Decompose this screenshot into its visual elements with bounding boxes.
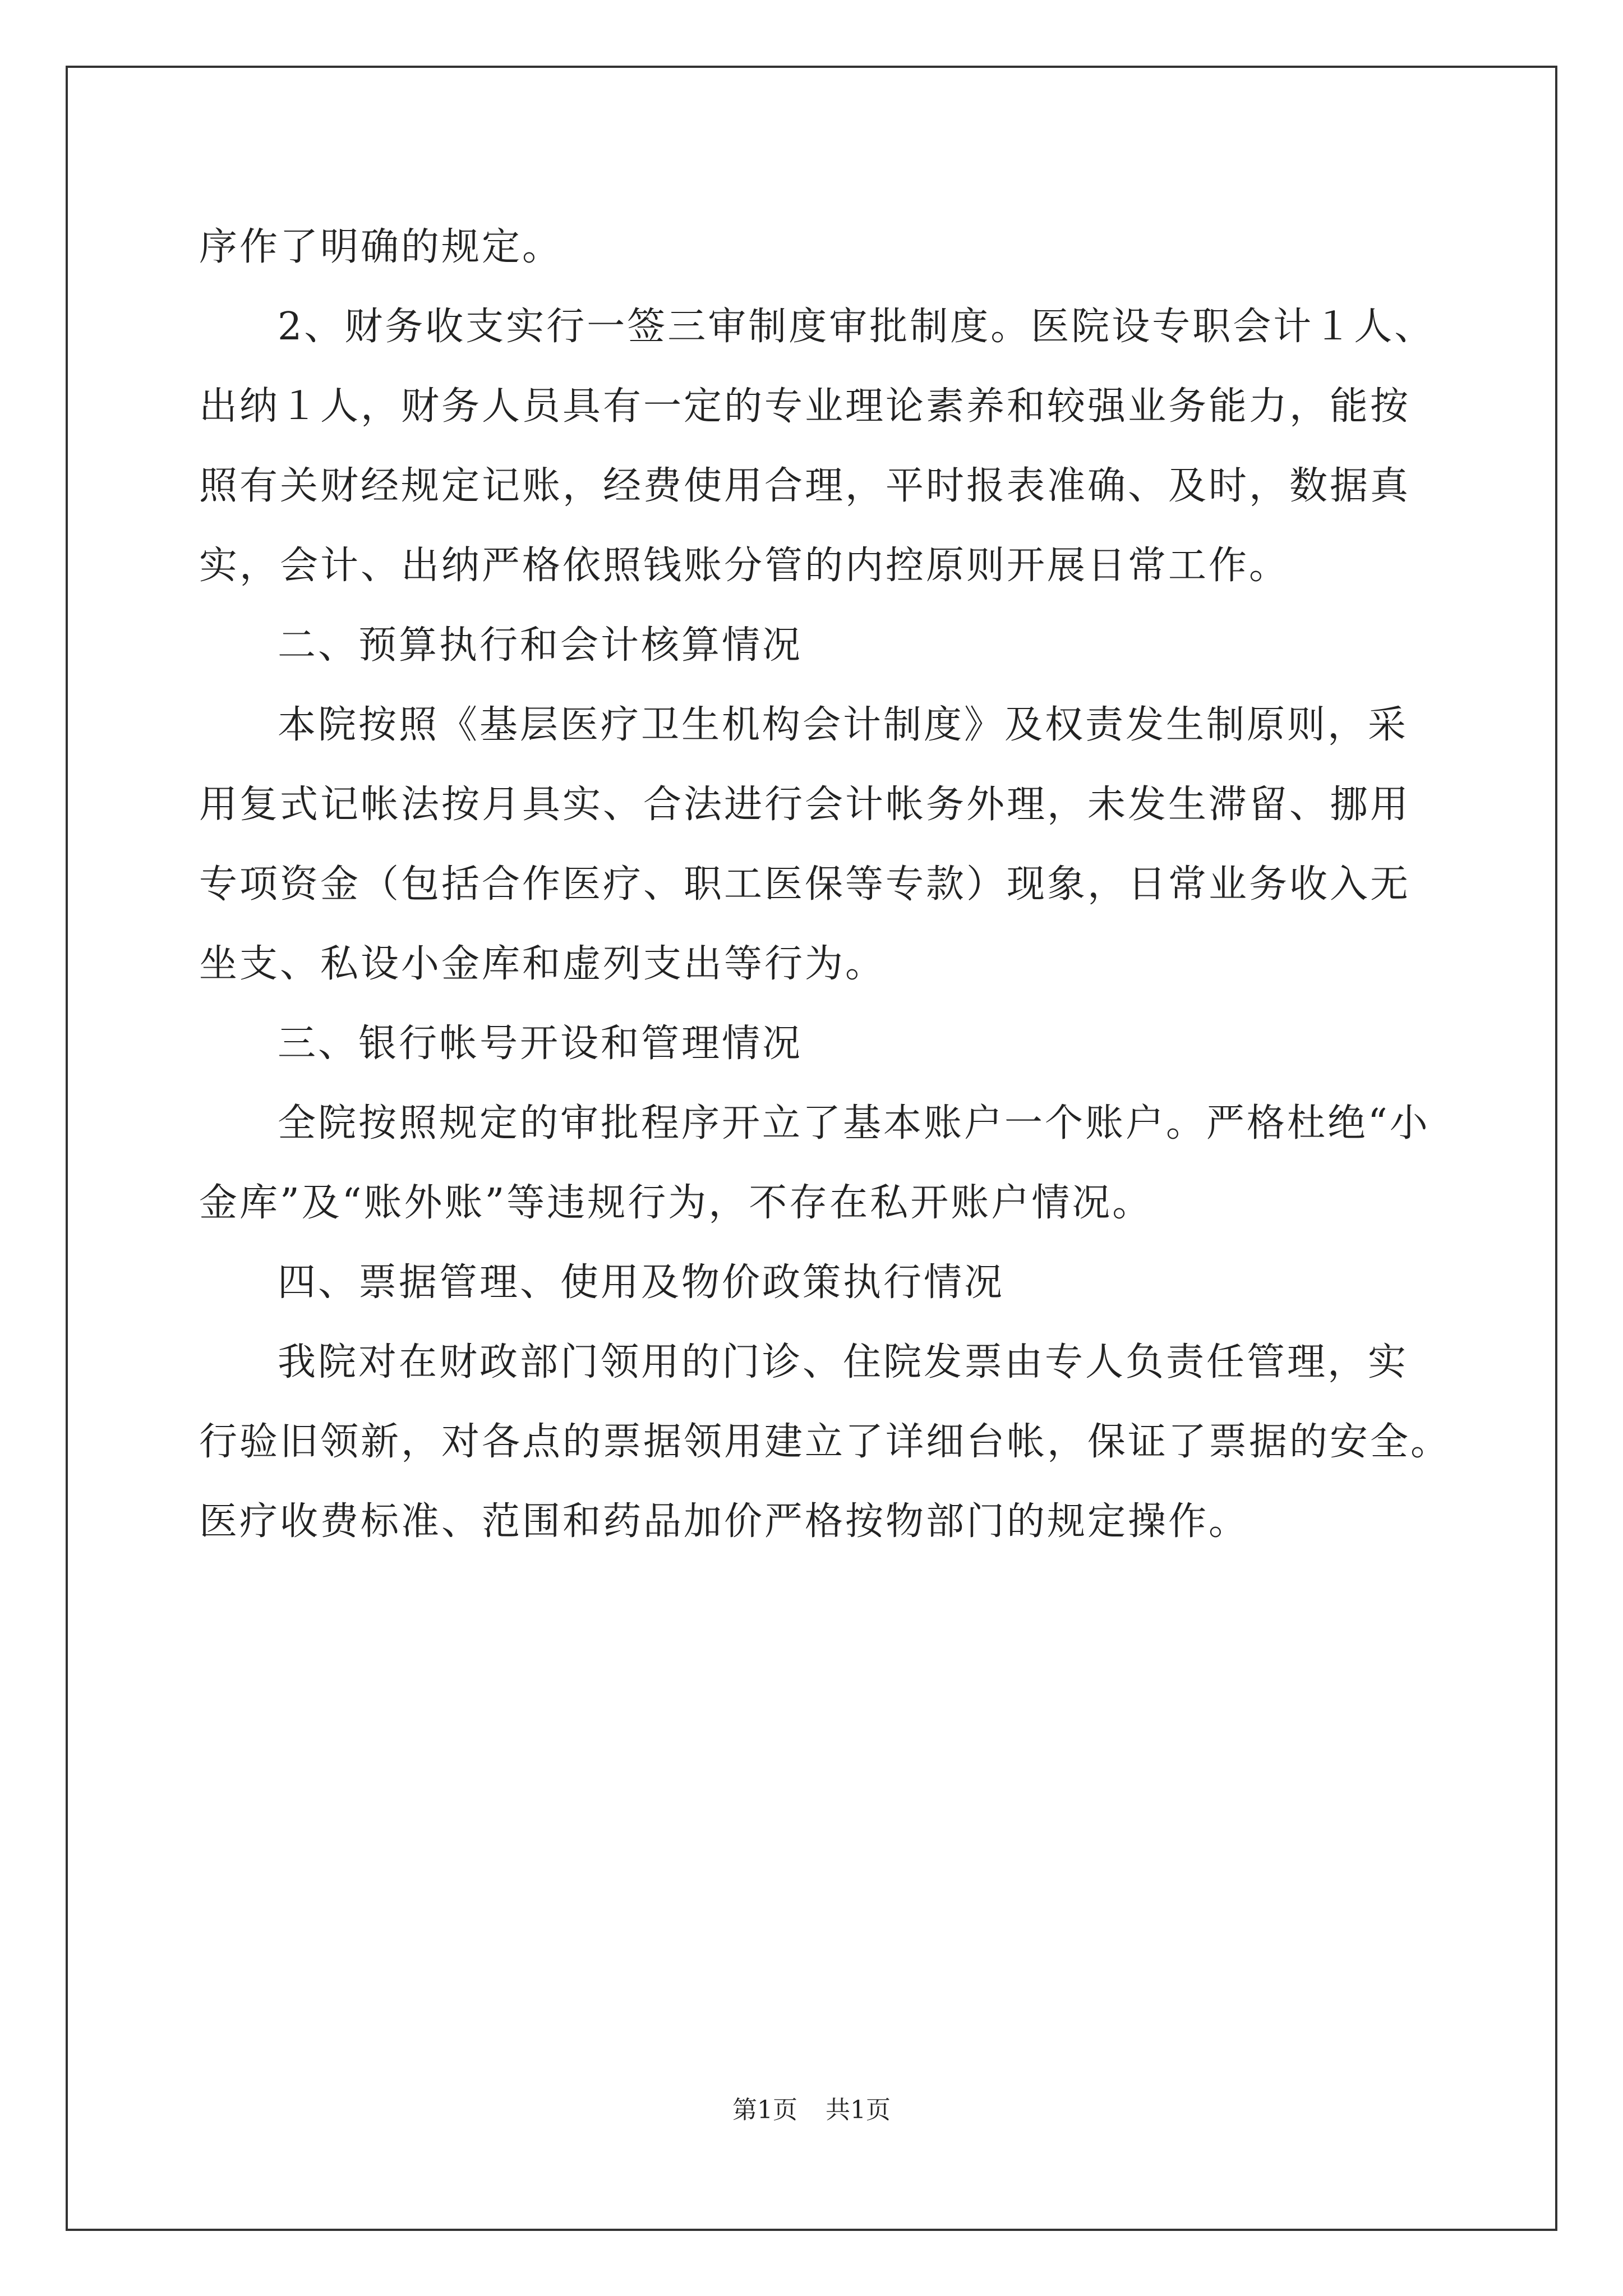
text-line: 本院按照《基层医疗卫生机构会计制度》及权责发生制原则，采 — [278, 703, 1409, 747]
section-heading: 三、银行帐号开设和管理情况 — [278, 1022, 803, 1066]
text-line: 实，会计、出纳严格依照钱账分管的内控原则开展日常工作。 — [199, 544, 1290, 588]
text-line: 我院对在财政部门领用的门诊、住院发票由专人负责任管理，实 — [278, 1340, 1409, 1384]
text-line: 用复式记帐法按月具实、合法进行会计帐务外理，未发生滞留、挪用 — [199, 783, 1411, 827]
text-line: 金库”及“账外账”等违规行为，不存在私开账户情况。 — [199, 1181, 1153, 1225]
text-line: 专项资金（包括合作医疗、职工医保等专款）现象，日常业务收入无 — [199, 862, 1411, 907]
page-number-current: 第1页 — [732, 2096, 797, 2124]
text-line: 坐支、私设小金库和虚列支出等行为。 — [199, 942, 886, 986]
text-line: 照有关财经规定记账，经费使用合理，平时报表准确、及时，数据真 — [199, 464, 1411, 508]
page-number-total: 共1页 — [826, 2096, 891, 2124]
text-line: 行验旧领新，对各点的票据领用建立了详细台帐，保证了票据的安全。 — [199, 1420, 1451, 1464]
section-heading: 二、预算执行和会计核算情况 — [278, 623, 803, 668]
document-body — [199, 208, 1478, 1562]
page-footer — [0, 2093, 1623, 2127]
text-line: 序作了明确的规定。 — [199, 225, 563, 269]
section-heading: 四、票据管理、使用及物价政策执行情况 — [278, 1260, 1005, 1305]
text-line: 出纳１人，财务人员具有一定的专业理论素养和较强业务能力，能按 — [199, 384, 1411, 429]
text-line: 全院按照规定的审批程序开立了基本账户一个账户。严格杜绝“小 — [278, 1101, 1430, 1145]
text-line: 2、财务收支实行一签三审制度审批制度。医院设专职会计１人、 — [278, 305, 1435, 349]
text-line: 医疗收费标准、范围和药品加价严格按物部门的规定操作。 — [199, 1499, 1249, 1544]
